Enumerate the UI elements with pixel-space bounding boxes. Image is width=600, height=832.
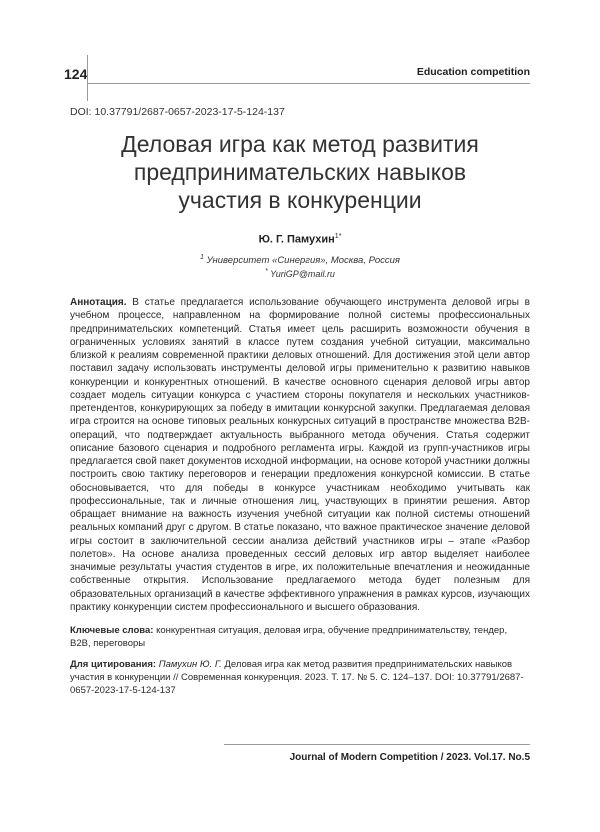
keywords-label: Ключевые слова: [70, 625, 154, 636]
author-marks: 1* [334, 233, 342, 240]
keywords [70, 624, 530, 650]
keywords-text: конкурентная ситуация, деловая игра, обучение предпринимательству, тендер, B2B, переговоры [70, 625, 508, 649]
citation [70, 658, 530, 697]
title-line: участия в конкуренции [178, 187, 422, 213]
doi: DOI: 10.37791/2687-0657-2023-17-5-124-137 [70, 106, 285, 118]
title-line: Деловая игра как метод развития [121, 131, 479, 157]
author-name: Ю. Г. Памухин [258, 233, 335, 246]
affiliation-mark: 1 [200, 254, 204, 261]
affiliation [0, 254, 600, 266]
email-mark: * [265, 268, 268, 275]
abstract-label: Аннотация. [70, 297, 127, 308]
article-title [80, 130, 520, 214]
journal-footer: Journal of Modern Competition / 2023. Vol.17. No.5 [289, 752, 530, 763]
citation-text: Деловая игра как метод развития предпринимательских навыков участия в конкуренции // Современная конкуренция. 2023. Т. 17. № 5. С. 124–137. DOI: 10.37791/2687-0657-2023-17-5-124-137 [70, 659, 524, 696]
section-title: Education competition [416, 66, 530, 78]
email [0, 268, 600, 279]
affiliation-text: Университет «Синергия», Москва, Россия [206, 255, 400, 267]
header-rule [87, 83, 530, 84]
footer-rule [224, 744, 530, 745]
header-vertical-rule [87, 55, 88, 101]
abstract [70, 296, 530, 614]
abstract-text: В статье предлагается использование обучающего инструмента деловой игры в учебном процессе, направленном на формирование полной системы профессиональных предпринимательских компетенций. Статья имеет цель расширить возможности обучения в ограниченных условиях занятий в классе путем создания учебной ситуации, максимально близкой к реалиям современной практики деловых отношений. Для достижения этой цели автор поставил задачу использовать инструменты деловой игры применительно к развитию навыков конкуренции и конкурентных отношений. В качестве основного сценария деловой игры автор создает модель ситуации конкурса с участием стороны покупателя и нескольких участников-претендентов, конкурирующих за победу в имитации конкурсной закупки. Предлагаемая деловая игра строится на основе типовых реальных конкурсных ситуаций в пространстве множества B2B-операций, что подтверждает актуальность выбранного метода обучения. Статья содержит описание базового сценария и подробного регламента игры. Каждой из групп-участников игры предлагается свой пакет документов исходной информации, на основе которой участники должны построить свою тактику переговоров и генерации предложения конкурсной комиссии. В статье обосновывается, что для победы в конкурсе участникам необходимо учитывать как профессиональные, так и личные отношения лиц, участвующих в принятии решения. Автор обращает внимание на важность изучения учебной ситуации как полной системы отношений реальных компаний друг с другом. В статье показано, что важное практическое значение деловой игры состоит в заключительной сессии анализа действий участников игры – этапе «Разбор полетов». На основе анализа проведенных сессий деловых игр автор выделяет наиболее значимые результаты участия студентов в игре, их положительные впечатления и неожиданные собственные открытия. Использование предлагаемого метода будет полезным для образовательных организаций в качестве эффективного упражнения в рамках курсов, изучающих практику конкуренции систем профессионального и высшего образования. [70, 297, 530, 613]
page-number: 124 [64, 66, 88, 82]
author [0, 233, 600, 246]
citation-author: Памухин Ю. Г. [158, 659, 222, 670]
email-address[interactable]: YuriGP@mail.ru [270, 269, 335, 279]
citation-label: Для цитирования: [70, 659, 157, 670]
title-line: предпринимательских навыков [133, 159, 467, 185]
